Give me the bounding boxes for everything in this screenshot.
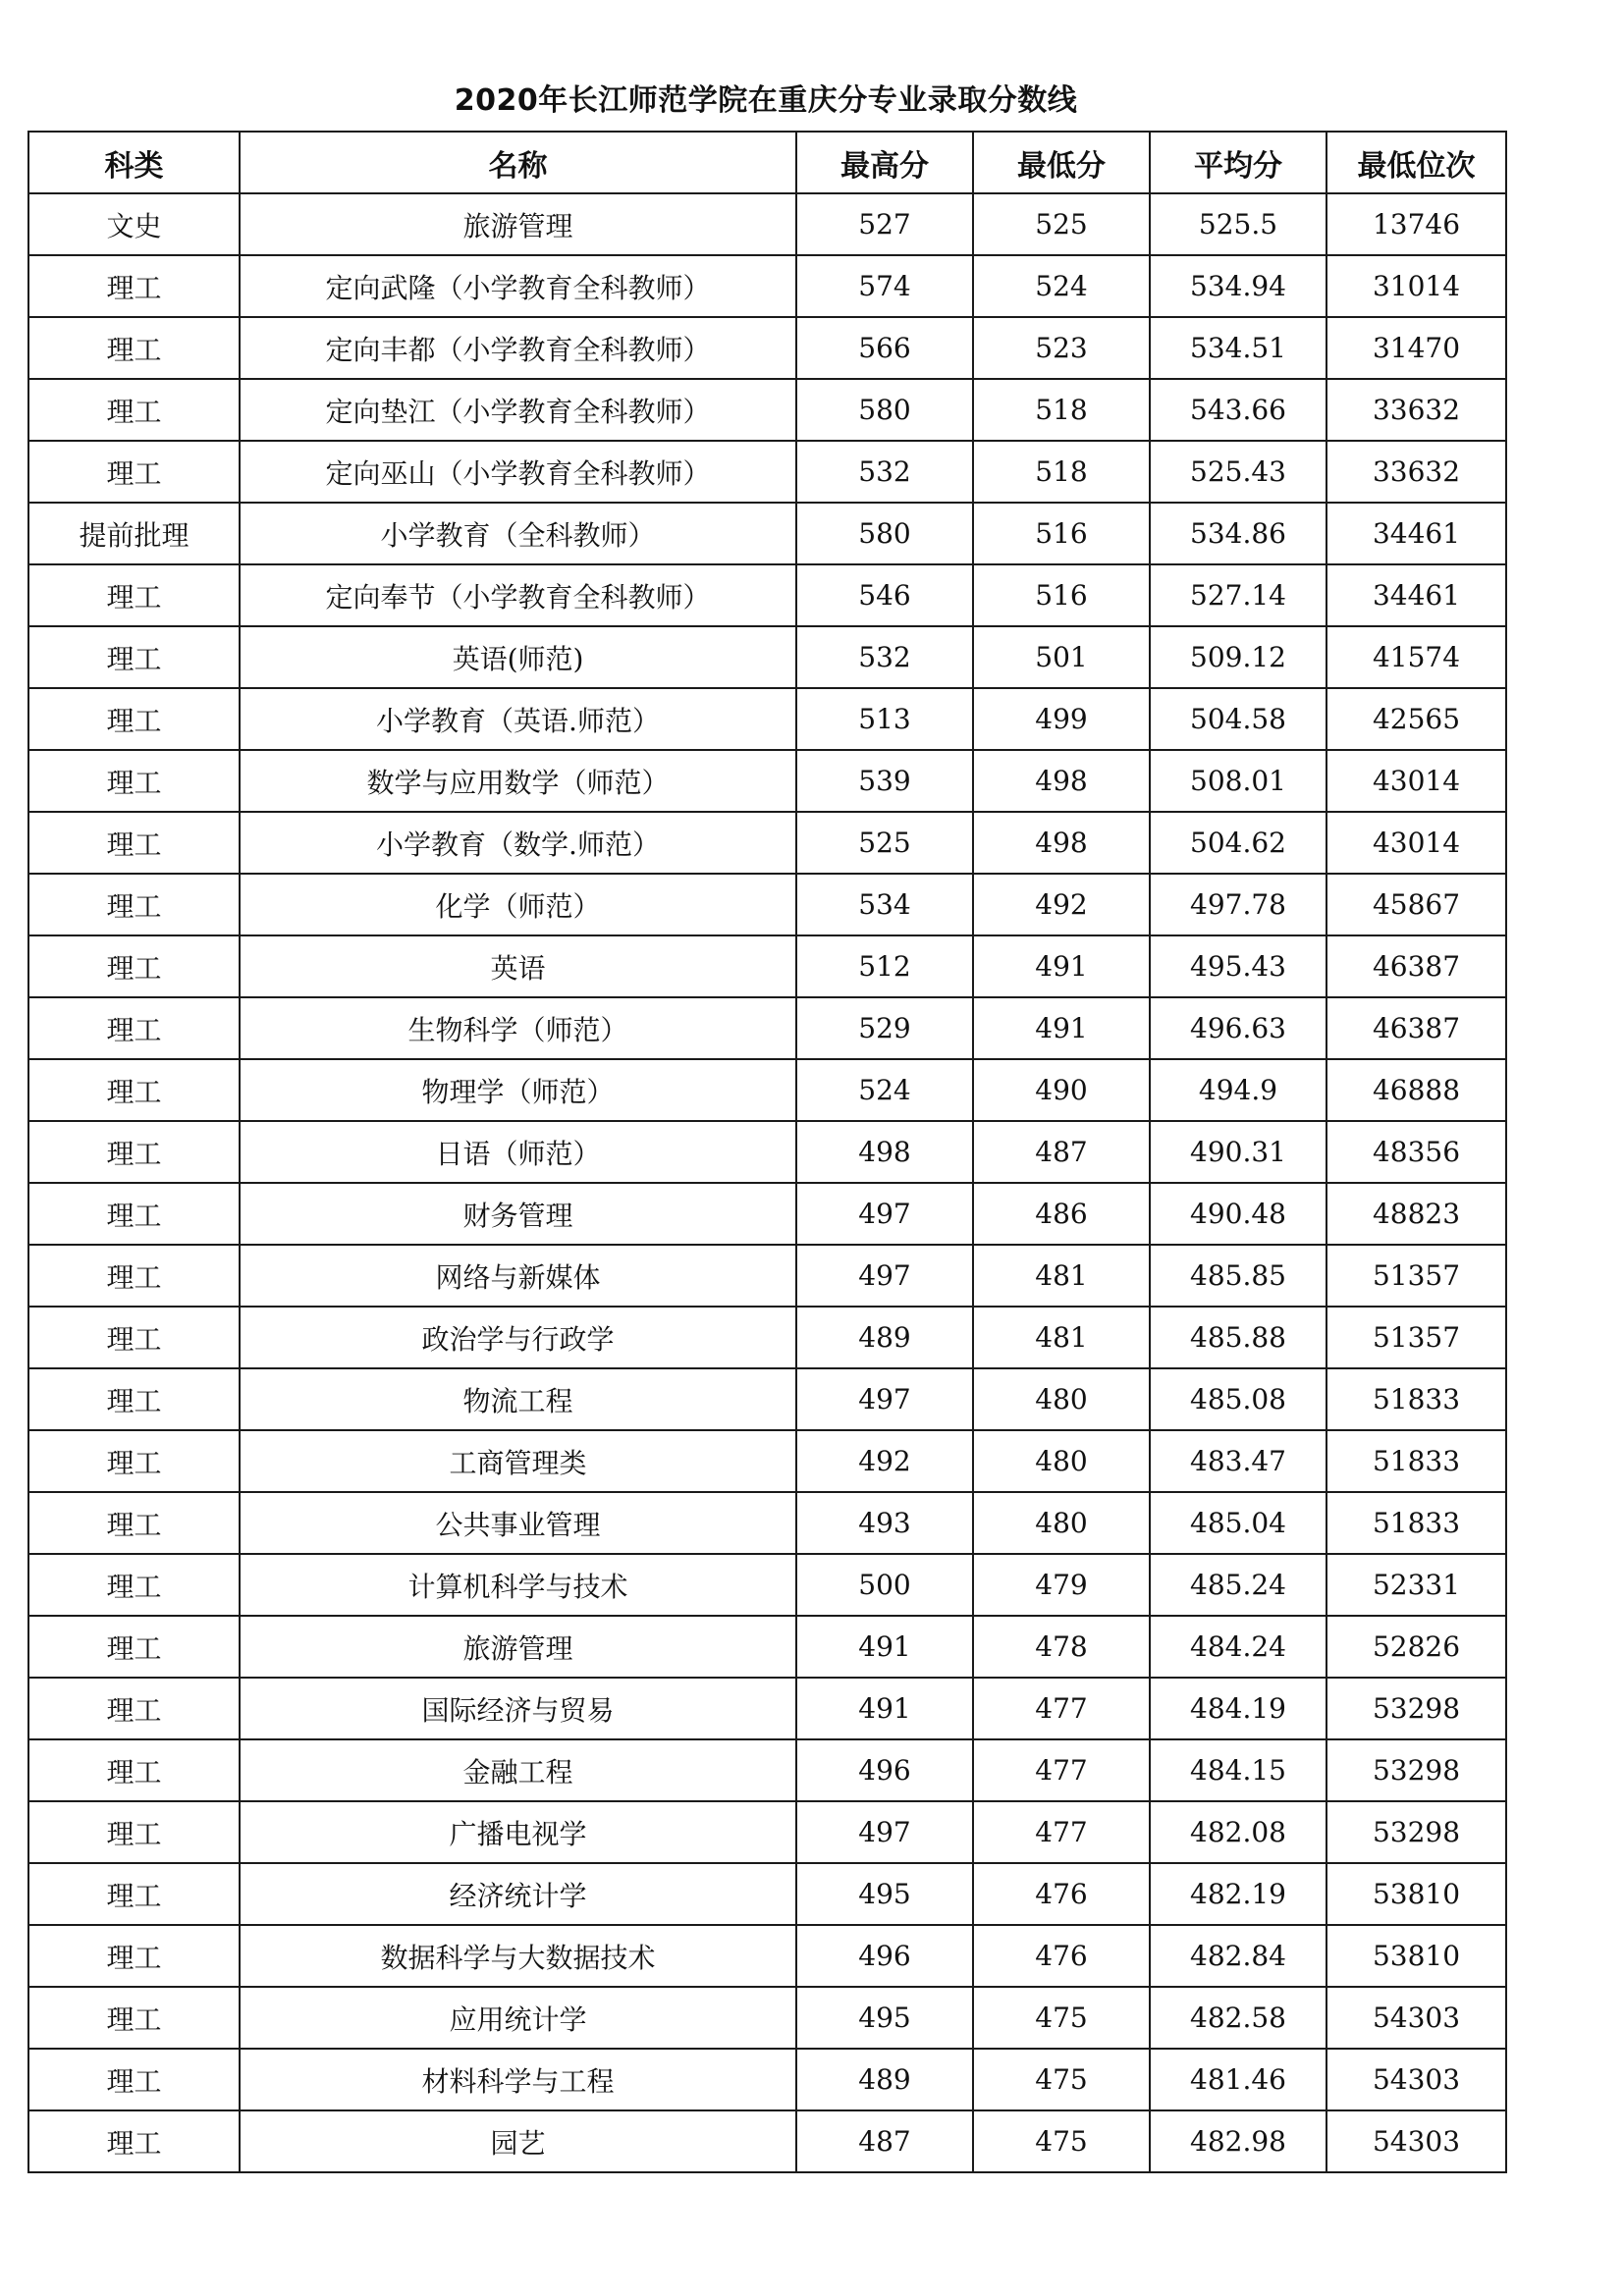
cell-min-score: 516 (973, 564, 1150, 626)
table-row (28, 750, 1506, 812)
cell-type: 理工 (28, 1492, 240, 1554)
cell-min-rank: 51357 (1326, 1245, 1506, 1307)
cell-max-score: 532 (796, 626, 973, 688)
cell-min-rank: 51357 (1326, 1307, 1506, 1368)
table-row (28, 997, 1506, 1059)
cell-avg-score: 482.84 (1150, 1925, 1326, 1987)
cell-name: 政治学与行政学 (240, 1307, 796, 1368)
cell-min-score: 525 (973, 193, 1150, 255)
cell-name: 生物科学（师范） (240, 997, 796, 1059)
table-row (28, 503, 1506, 564)
cell-max-score: 489 (796, 1307, 973, 1368)
cell-name: 工商管理类 (240, 1430, 796, 1492)
cell-max-score: 566 (796, 317, 973, 379)
cell-name: 物流工程 (240, 1368, 796, 1430)
cell-min-score: 480 (973, 1492, 1150, 1554)
cell-type: 理工 (28, 1183, 240, 1245)
table-row (28, 441, 1506, 503)
cell-name: 化学（师范） (240, 874, 796, 935)
cell-name: 日语（师范） (240, 1121, 796, 1183)
cell-min-score: 475 (973, 2049, 1150, 2110)
cell-avg-score: 481.46 (1150, 2049, 1326, 2110)
cell-max-score: 539 (796, 750, 973, 812)
table-row (28, 1307, 1506, 1368)
cell-min-score: 490 (973, 1059, 1150, 1121)
cell-max-score: 498 (796, 1121, 973, 1183)
cell-avg-score: 490.31 (1150, 1121, 1326, 1183)
cell-avg-score: 496.63 (1150, 997, 1326, 1059)
cell-name: 定向丰都（小学教育全科教师） (240, 317, 796, 379)
cell-min-score: 476 (973, 1925, 1150, 1987)
cell-name: 小学教育（数学.师范） (240, 812, 796, 874)
cell-max-score: 500 (796, 1554, 973, 1616)
cell-type: 提前批理 (28, 503, 240, 564)
cell-min-rank: 54303 (1326, 2049, 1506, 2110)
cell-min-rank: 43014 (1326, 750, 1506, 812)
table-row (28, 2110, 1506, 2172)
cell-avg-score: 484.24 (1150, 1616, 1326, 1678)
table-row (28, 1121, 1506, 1183)
cell-max-score: 546 (796, 564, 973, 626)
table-row (28, 2049, 1506, 2110)
cell-max-score: 492 (796, 1430, 973, 1492)
cell-min-score: 481 (973, 1307, 1150, 1368)
cell-max-score: 580 (796, 503, 973, 564)
cell-avg-score: 508.01 (1150, 750, 1326, 812)
cell-min-score: 476 (973, 1863, 1150, 1925)
cell-name: 数学与应用数学（师范） (240, 750, 796, 812)
cell-name: 数据科学与大数据技术 (240, 1925, 796, 1987)
cell-min-rank: 53810 (1326, 1863, 1506, 1925)
table-row (28, 1245, 1506, 1307)
cell-max-score: 495 (796, 1987, 973, 2049)
cell-min-rank: 54303 (1326, 2110, 1506, 2172)
cell-min-score: 477 (973, 1801, 1150, 1863)
cell-min-score: 491 (973, 935, 1150, 997)
cell-name: 网络与新媒体 (240, 1245, 796, 1307)
header-min-rank: 最低位次 (1326, 132, 1506, 193)
cell-min-rank: 31470 (1326, 317, 1506, 379)
cell-avg-score: 543.66 (1150, 379, 1326, 441)
table-row (28, 1554, 1506, 1616)
cell-type: 文史 (28, 193, 240, 255)
cell-name: 物理学（师范） (240, 1059, 796, 1121)
cell-min-rank: 53810 (1326, 1925, 1506, 1987)
table-row (28, 1739, 1506, 1801)
cell-min-score: 486 (973, 1183, 1150, 1245)
cell-max-score: 529 (796, 997, 973, 1059)
cell-avg-score: 504.58 (1150, 688, 1326, 750)
cell-max-score: 497 (796, 1183, 973, 1245)
cell-min-score: 523 (973, 317, 1150, 379)
cell-type: 理工 (28, 1059, 240, 1121)
cell-max-score: 489 (796, 2049, 973, 2110)
table-row (28, 317, 1506, 379)
cell-avg-score: 482.58 (1150, 1987, 1326, 2049)
cell-max-score: 495 (796, 1863, 973, 1925)
cell-max-score: 497 (796, 1801, 973, 1863)
cell-min-score: 487 (973, 1121, 1150, 1183)
cell-avg-score: 534.51 (1150, 317, 1326, 379)
table-row (28, 935, 1506, 997)
cell-min-rank: 51833 (1326, 1368, 1506, 1430)
table-row (28, 1678, 1506, 1739)
cell-type: 理工 (28, 255, 240, 317)
cell-min-rank: 48356 (1326, 1121, 1506, 1183)
cell-min-rank: 42565 (1326, 688, 1506, 750)
cell-name: 经济统计学 (240, 1863, 796, 1925)
cell-name: 定向武隆（小学教育全科教师） (240, 255, 796, 317)
cell-max-score: 534 (796, 874, 973, 935)
cell-type: 理工 (28, 1925, 240, 1987)
cell-min-score: 524 (973, 255, 1150, 317)
cell-avg-score: 509.12 (1150, 626, 1326, 688)
cell-name: 财务管理 (240, 1183, 796, 1245)
cell-type: 理工 (28, 750, 240, 812)
header-name: 名称 (240, 132, 796, 193)
cell-min-rank: 34461 (1326, 564, 1506, 626)
table-row (28, 1863, 1506, 1925)
cell-min-score: 477 (973, 1739, 1150, 1801)
cell-min-score: 478 (973, 1616, 1150, 1678)
cell-min-rank: 33632 (1326, 441, 1506, 503)
cell-name: 公共事业管理 (240, 1492, 796, 1554)
table-row (28, 379, 1506, 441)
cell-min-rank: 43014 (1326, 812, 1506, 874)
cell-min-rank: 34461 (1326, 503, 1506, 564)
cell-min-score: 498 (973, 750, 1150, 812)
cell-avg-score: 525.43 (1150, 441, 1326, 503)
cell-type: 理工 (28, 1307, 240, 1368)
cell-min-rank: 41574 (1326, 626, 1506, 688)
header-type: 科类 (28, 132, 240, 193)
cell-type: 理工 (28, 1121, 240, 1183)
cell-min-rank: 46387 (1326, 935, 1506, 997)
cell-min-score: 480 (973, 1368, 1150, 1430)
cell-min-score: 518 (973, 379, 1150, 441)
cell-avg-score: 484.19 (1150, 1678, 1326, 1739)
cell-name: 园艺 (240, 2110, 796, 2172)
cell-avg-score: 527.14 (1150, 564, 1326, 626)
cell-max-score: 524 (796, 1059, 973, 1121)
cell-avg-score: 482.08 (1150, 1801, 1326, 1863)
table-row (28, 1801, 1506, 1863)
header-min-score: 最低分 (973, 132, 1150, 193)
cell-min-rank: 31014 (1326, 255, 1506, 317)
table-body (28, 193, 1506, 2172)
cell-min-score: 498 (973, 812, 1150, 874)
cell-min-rank: 48823 (1326, 1183, 1506, 1245)
cell-min-rank: 52826 (1326, 1616, 1506, 1678)
cell-avg-score: 485.88 (1150, 1307, 1326, 1368)
cell-avg-score: 485.04 (1150, 1492, 1326, 1554)
header-avg-score: 平均分 (1150, 132, 1326, 193)
cell-type: 理工 (28, 441, 240, 503)
table-row (28, 255, 1506, 317)
cell-min-score: 499 (973, 688, 1150, 750)
cell-type: 理工 (28, 1678, 240, 1739)
cell-name: 旅游管理 (240, 193, 796, 255)
table-row (28, 1183, 1506, 1245)
cell-avg-score: 483.47 (1150, 1430, 1326, 1492)
cell-max-score: 496 (796, 1739, 973, 1801)
table-row (28, 193, 1506, 255)
cell-min-score: 516 (973, 503, 1150, 564)
cell-avg-score: 482.19 (1150, 1863, 1326, 1925)
table-row (28, 1368, 1506, 1430)
cell-min-rank: 53298 (1326, 1801, 1506, 1863)
cell-min-score: 477 (973, 1678, 1150, 1739)
cell-name: 定向奉节（小学教育全科教师） (240, 564, 796, 626)
cell-min-rank: 46888 (1326, 1059, 1506, 1121)
cell-name: 广播电视学 (240, 1801, 796, 1863)
cell-max-score: 580 (796, 379, 973, 441)
cell-avg-score: 497.78 (1150, 874, 1326, 935)
cell-avg-score: 482.98 (1150, 2110, 1326, 2172)
cell-name: 旅游管理 (240, 1616, 796, 1678)
cell-min-rank: 46387 (1326, 997, 1506, 1059)
cell-name: 小学教育（全科教师） (240, 503, 796, 564)
cell-type: 理工 (28, 564, 240, 626)
cell-type: 理工 (28, 317, 240, 379)
cell-avg-score: 495.43 (1150, 935, 1326, 997)
page-title: 2020年长江师范学院在重庆分专业录取分数线 (454, 83, 1078, 118)
cell-avg-score: 504.62 (1150, 812, 1326, 874)
cell-type: 理工 (28, 1987, 240, 2049)
cell-max-score: 532 (796, 441, 973, 503)
cell-type: 理工 (28, 1554, 240, 1616)
cell-name: 小学教育（英语.师范） (240, 688, 796, 750)
table-row (28, 1925, 1506, 1987)
cell-min-score: 518 (973, 441, 1150, 503)
cell-avg-score: 485.85 (1150, 1245, 1326, 1307)
cell-type: 理工 (28, 1245, 240, 1307)
cell-type: 理工 (28, 812, 240, 874)
cell-max-score: 525 (796, 812, 973, 874)
cell-name: 英语(师范) (240, 626, 796, 688)
cell-min-rank: 53298 (1326, 1739, 1506, 1801)
table-row (28, 1987, 1506, 2049)
cell-type: 理工 (28, 1368, 240, 1430)
cell-min-score: 475 (973, 1987, 1150, 2049)
cell-min-rank: 51833 (1326, 1492, 1506, 1554)
table-row (28, 688, 1506, 750)
cell-max-score: 497 (796, 1245, 973, 1307)
cell-type: 理工 (28, 626, 240, 688)
cell-min-score: 492 (973, 874, 1150, 935)
cell-min-rank: 52331 (1326, 1554, 1506, 1616)
cell-type: 理工 (28, 379, 240, 441)
table-row (28, 564, 1506, 626)
cell-type: 理工 (28, 688, 240, 750)
cell-type: 理工 (28, 874, 240, 935)
cell-max-score: 491 (796, 1678, 973, 1739)
header-max-score: 最高分 (796, 132, 973, 193)
table-row (28, 812, 1506, 874)
cell-name: 定向巫山（小学教育全科教师） (240, 441, 796, 503)
table-row (28, 1059, 1506, 1121)
cell-type: 理工 (28, 935, 240, 997)
cell-name: 国际经济与贸易 (240, 1678, 796, 1739)
table-header-row (28, 132, 1506, 193)
cell-min-rank: 51833 (1326, 1430, 1506, 1492)
cell-avg-score: 534.94 (1150, 255, 1326, 317)
cell-name: 定向垫江（小学教育全科教师） (240, 379, 796, 441)
cell-min-score: 480 (973, 1430, 1150, 1492)
cell-avg-score: 525.5 (1150, 193, 1326, 255)
cell-type: 理工 (28, 2110, 240, 2172)
cell-max-score: 491 (796, 1616, 973, 1678)
cell-max-score: 513 (796, 688, 973, 750)
cell-min-score: 481 (973, 1245, 1150, 1307)
cell-max-score: 512 (796, 935, 973, 997)
cell-min-rank: 45867 (1326, 874, 1506, 935)
cell-type: 理工 (28, 2049, 240, 2110)
cell-name: 材料科学与工程 (240, 2049, 796, 2110)
cell-name: 金融工程 (240, 1739, 796, 1801)
cell-type: 理工 (28, 1616, 240, 1678)
cell-max-score: 527 (796, 193, 973, 255)
cell-name: 应用统计学 (240, 1987, 796, 2049)
cell-min-rank: 54303 (1326, 1987, 1506, 2049)
cell-avg-score: 485.24 (1150, 1554, 1326, 1616)
cell-min-rank: 33632 (1326, 379, 1506, 441)
table-row (28, 1492, 1506, 1554)
table-row (28, 626, 1506, 688)
cell-min-score: 479 (973, 1554, 1150, 1616)
cell-type: 理工 (28, 997, 240, 1059)
cell-max-score: 574 (796, 255, 973, 317)
cell-min-rank: 53298 (1326, 1678, 1506, 1739)
cell-type: 理工 (28, 1863, 240, 1925)
cell-avg-score: 494.9 (1150, 1059, 1326, 1121)
cell-type: 理工 (28, 1430, 240, 1492)
cell-min-score: 475 (973, 2110, 1150, 2172)
cell-avg-score: 484.15 (1150, 1739, 1326, 1801)
cell-avg-score: 490.48 (1150, 1183, 1326, 1245)
cell-name: 英语 (240, 935, 796, 997)
table-row (28, 1616, 1506, 1678)
cell-type: 理工 (28, 1739, 240, 1801)
cell-max-score: 496 (796, 1925, 973, 1987)
cell-avg-score: 485.08 (1150, 1368, 1326, 1430)
cell-min-score: 491 (973, 997, 1150, 1059)
cell-name: 计算机科学与技术 (240, 1554, 796, 1616)
admission-score-table (27, 131, 1507, 2173)
cell-max-score: 497 (796, 1368, 973, 1430)
table-row (28, 874, 1506, 935)
cell-max-score: 487 (796, 2110, 973, 2172)
cell-min-rank: 13746 (1326, 193, 1506, 255)
cell-type: 理工 (28, 1801, 240, 1863)
table-row (28, 1430, 1506, 1492)
cell-avg-score: 534.86 (1150, 503, 1326, 564)
cell-min-score: 501 (973, 626, 1150, 688)
cell-max-score: 493 (796, 1492, 973, 1554)
